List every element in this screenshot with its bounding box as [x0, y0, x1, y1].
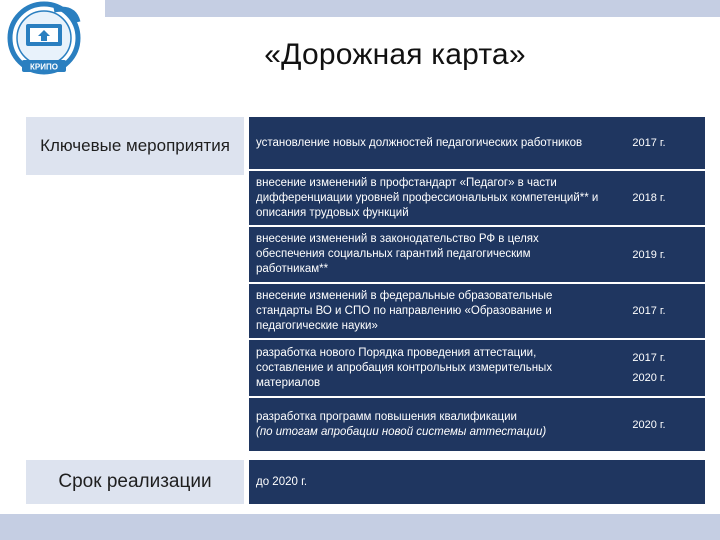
term-label [26, 460, 244, 504]
year-label: 2017 г. [632, 352, 666, 364]
row-years [619, 340, 679, 396]
year-label: 2017 г. [632, 137, 666, 149]
row-text-main: разработка программ повышения квалификации [256, 410, 517, 423]
row-text: внесение изменений в федеральные образовательные стандарты ВО и СПО по направлению «Образование и педагогические науки» [256, 289, 553, 332]
events-label-text: Ключевые мероприятия [40, 136, 230, 155]
row-years [619, 227, 679, 282]
table-row [249, 340, 705, 398]
row-years [619, 398, 679, 451]
table-row [249, 398, 705, 453]
row-text [249, 410, 601, 440]
row-years [619, 117, 679, 169]
kripo-logo [4, 0, 90, 82]
term-label-text: Срок реализации [58, 471, 212, 492]
events-table [249, 117, 705, 453]
table-row [249, 284, 705, 340]
term-value: до 2020 г. [256, 476, 308, 488]
row-text: разработка нового Порядка проведения аттестации, составление и апробация контрольных измерительных материалов [256, 346, 553, 389]
logo-text: КРИПО [30, 62, 58, 72]
table-row [249, 117, 705, 171]
table-row [249, 171, 705, 227]
row-years [619, 284, 679, 338]
page-title: «Дорожная карта» [264, 38, 526, 71]
year-label: 2018 г. [632, 192, 666, 204]
year-label: 2020 г. [632, 418, 666, 431]
row-years [619, 171, 679, 225]
top-decor-bar [105, 0, 720, 17]
row-text: внесение изменений в профстандарт «Педагог» в части дифференциации уровней профессиональных компетенций** и описания трудовых функций [256, 176, 599, 219]
year-label: 2019 г. [632, 248, 666, 261]
year-label: 2017 г. [632, 305, 666, 317]
row-text: установление новых должностей педагогических работников [256, 136, 583, 149]
term-value-box [249, 460, 705, 504]
events-label [26, 117, 244, 175]
year-label: 2020 г. [632, 372, 666, 384]
bottom-decor-bar [0, 514, 720, 540]
row-text-note: (по итогам апробации новой системы аттестации) [256, 425, 547, 438]
table-row [249, 227, 705, 284]
row-text: внесение изменений в законодательство РФ в целях обеспечения социальных гарантий педагогическим работникам** [256, 233, 539, 275]
